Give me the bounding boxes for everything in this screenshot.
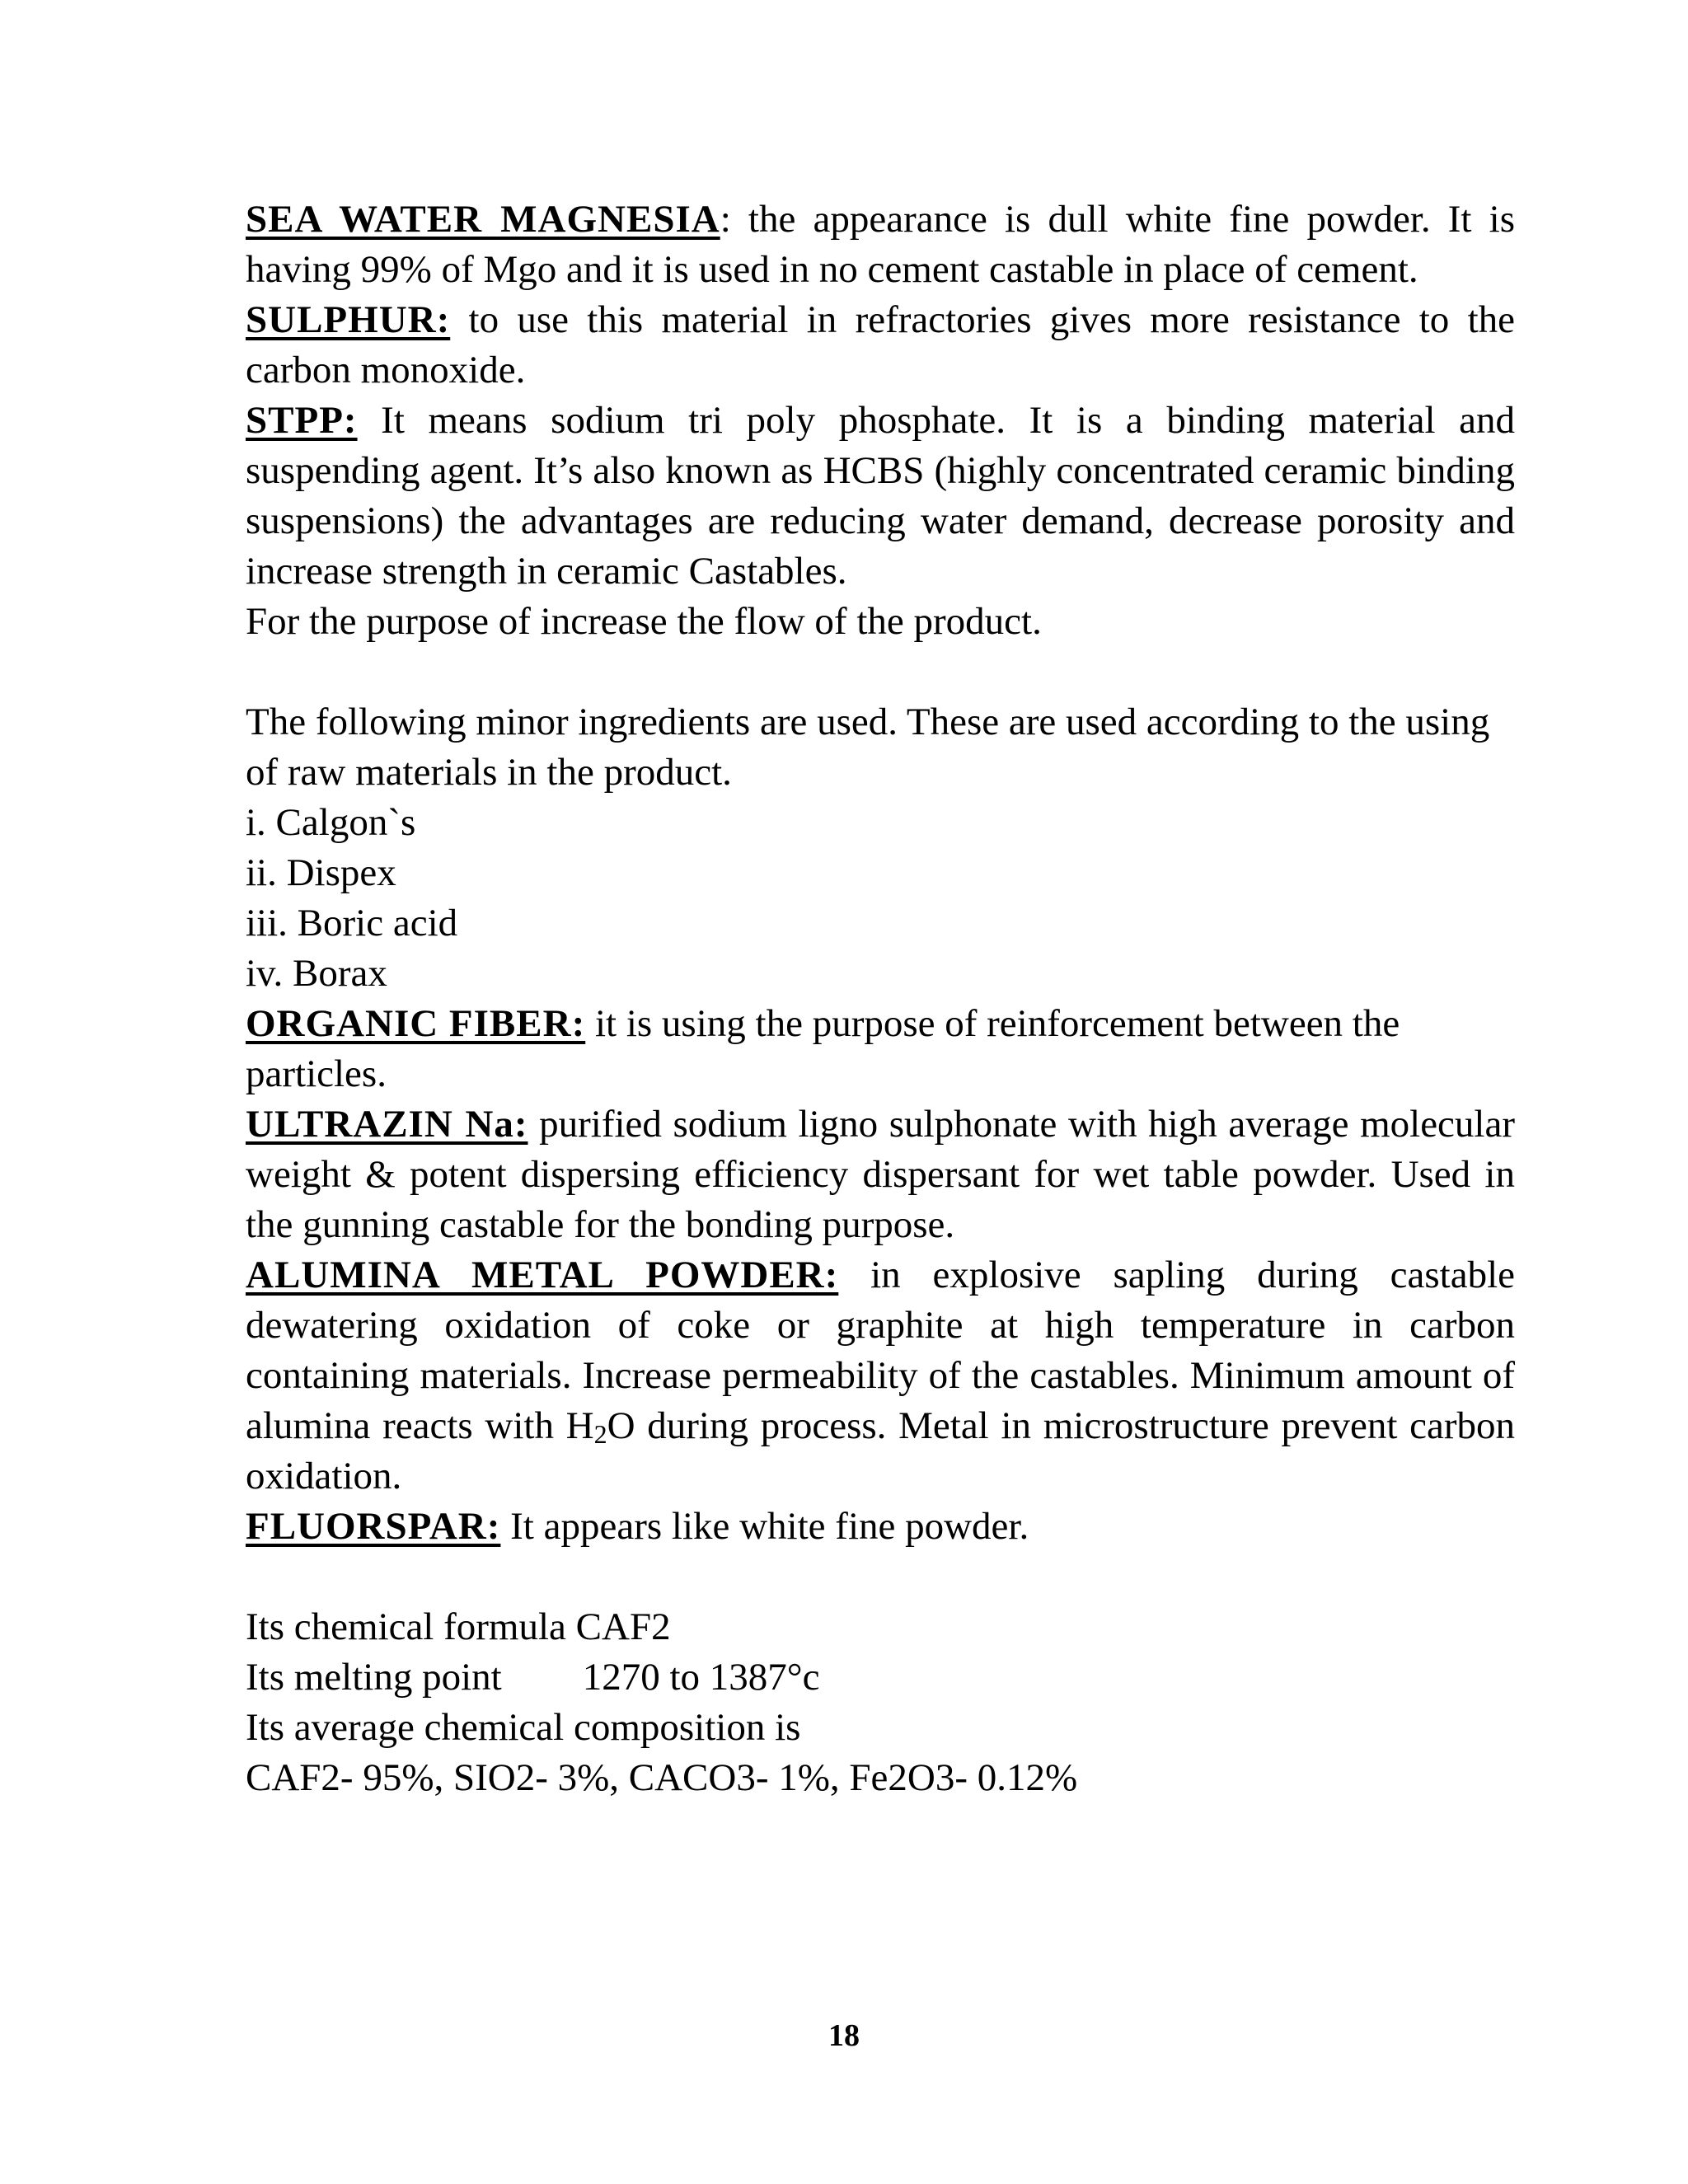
- list-item: ii. Dispex: [246, 851, 396, 894]
- spacer: [246, 647, 1515, 697]
- sea-water-magnesia-text: : the appearance is dull white fine powder. It is having 99% of Mgo and it is used in no cement castable in place of cement.: [246, 198, 1515, 291]
- subscript: 2: [593, 1419, 607, 1449]
- chemical-formula-line: Its chemical formula CAF2: [246, 1605, 671, 1648]
- fluorspar-term: FLUORSPAR:: [246, 1505, 501, 1548]
- minor-ingredients-intro: The following minor ingredients are used. These are used according to the using of raw materials in the product.: [246, 701, 1490, 794]
- ultrazin-text: purified sodium ligno sulphonate with high average molecular weight & potent dispersing efficiency dispersant for wet table powder. Used in the gunning castable for the bonding purpose.: [246, 1103, 1515, 1246]
- stpp-paragraph: [246, 396, 1515, 597]
- stpp-paragraph-2: For the purpose of increase the flow of the product.: [246, 600, 1042, 643]
- sulphur-text: to use this material in refractories gives more resistance to the carbon monoxide.: [246, 298, 1515, 391]
- list-item: iv. Borax: [246, 952, 387, 995]
- spacer: [246, 1552, 1515, 1602]
- melting-point-line: [246, 1652, 1515, 1703]
- list-item: iii. Boric acid: [246, 902, 458, 944]
- composition-label: Its average chemical composition is: [246, 1706, 801, 1749]
- page-body: [246, 194, 1515, 1803]
- alumina-metal-powder-text-2: O during process. Metal in microstructure prevent carbon oxidation.: [246, 1404, 1516, 1497]
- ultrazin-paragraph: [246, 1099, 1515, 1250]
- organic-fiber-text: it is using the purpose of reinforcement between the particles.: [246, 1002, 1400, 1095]
- page-number: 18: [828, 2018, 860, 2053]
- ultrazin-term: ULTRAZIN Na:: [246, 1103, 528, 1146]
- list-item: i. Calgon`s: [246, 801, 416, 844]
- fluorspar-paragraph: [246, 1502, 1515, 1552]
- melting-point-value: 1270 to 1387°c: [582, 1656, 820, 1699]
- composition-values: CAF2- 95%, SIO2- 3%, CACO3- 1%, Fe2O3- 0.12%: [246, 1756, 1078, 1799]
- sea-water-magnesia-paragraph: [246, 194, 1515, 295]
- alumina-metal-powder-paragraph: [246, 1250, 1515, 1502]
- organic-fiber-term: ORGANIC FIBER:: [246, 1002, 586, 1045]
- stpp-term: STPP:: [246, 399, 358, 442]
- organic-fiber-paragraph: [246, 999, 1515, 1099]
- alumina-metal-powder-text: in explosive sapling during castable dewatering oxidation of coke or graphite at high temperature in carbon containing materials. Increase permeability of the castables. Minimum amount of alumina reacts with H: [246, 1254, 1516, 1447]
- alumina-metal-powder-term: ALUMINA METAL POWDER:: [246, 1254, 839, 1296]
- sea-water-magnesia-term: SEA WATER MAGNESIA: [246, 198, 720, 241]
- sulphur-paragraph: [246, 295, 1515, 396]
- fluorspar-text: It appears like white fine powder.: [500, 1505, 1029, 1548]
- stpp-text: It means sodium tri poly phosphate. It is a binding material and suspending agent. It’s also known as HCBS (highly concentrated ceramic binding suspensions) the advantages are reducing water demand, decrease porosity and increase strength in ceramic Castables.: [246, 399, 1515, 593]
- melting-point-label: Its melting point: [246, 1656, 502, 1699]
- sulphur-term: SULPHUR:: [246, 298, 451, 341]
